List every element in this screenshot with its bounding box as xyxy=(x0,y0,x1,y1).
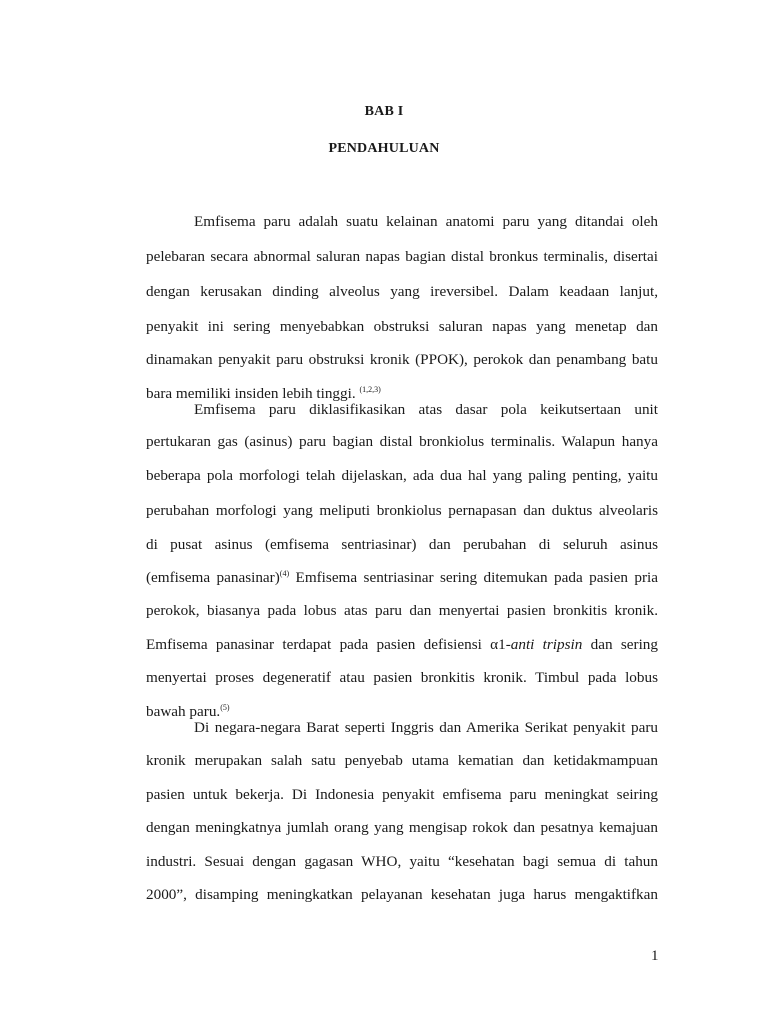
citation: (1,2,3) xyxy=(359,385,381,394)
italic-term: anti tripsin xyxy=(510,636,583,653)
text-line: menyertai proses degeneratif atau pasien bronkitis kronik. Timbul pada lobus xyxy=(146,669,658,686)
text-line xyxy=(146,568,658,588)
text-span: Emfisema panasinar terdapat pada pasien defisiensi α1- xyxy=(146,636,511,653)
text-line: pelebaran secara abnormal saluran napas bagian distal bronkus terminalis, disertai xyxy=(146,248,658,265)
text-span: bara memiliki insiden lebih tinggi. xyxy=(146,385,356,402)
chapter-heading: BAB I xyxy=(364,104,404,119)
text-line: kronik merupakan salah satu penyebab utama kematian dan ketidakmampuan xyxy=(146,752,658,769)
citation: (4) xyxy=(279,569,290,578)
text-line: pertukaran gas (asinus) paru bagian distal bronkiolus terminalis. Walapun hanya xyxy=(146,433,658,450)
text-line: beberapa pola morfologi telah dijelaskan, ada dua hal yang paling penting, yaitu xyxy=(146,467,658,484)
text-span: (emfisema panasinar) xyxy=(146,569,280,586)
text-line xyxy=(146,635,658,655)
text-line: industri. Sesuai dengan gagasan WHO, yaitu “kesehatan bagi semua di tahun xyxy=(146,853,658,870)
text-line: di pusat asinus (emfisema sentriasinar) dan perubahan di seluruh asinus xyxy=(146,536,658,553)
text-line: dengan meningkatnya jumlah orang yang mengisap rokok dan pesatnya kemajuan xyxy=(146,819,658,836)
text-line: Emfisema paru adalah suatu kelainan anatomi paru yang ditandai oleh xyxy=(194,213,658,230)
citation: (5) xyxy=(220,703,230,712)
text-line: Di negara-negara Barat seperti Inggris dan Amerika Serikat penyakit paru xyxy=(194,719,658,736)
text-line: penyakit ini sering menyebabkan obstruksi saluran napas yang menetap dan xyxy=(146,318,658,335)
text-line: 2000”, disamping meningkatkan pelayanan kesehatan juga harus mengaktifkan xyxy=(146,886,658,903)
text-span: dan sering xyxy=(582,636,658,653)
text-line: perokok, biasanya pada lobus atas paru dan menyertai pasien bronkitis kronik. xyxy=(146,602,658,619)
text-line: dinamakan penyakit paru obstruksi kronik (PPOK), perokok dan penambang batu xyxy=(146,351,658,368)
text-line: pasien untuk bekerja. Di Indonesia penyakit emfisema paru meningkat seiring xyxy=(146,786,658,803)
text-span: Emfisema sentriasinar sering ditemukan pada pasien pria xyxy=(289,569,659,586)
text-line: dengan kerusakan dinding alveolus yang ireversibel. Dalam keadaan lanjut, xyxy=(146,283,658,300)
chapter-title: PENDAHULUAN xyxy=(328,141,440,156)
text-line: perubahan morfologi yang meliputi bronkiolus pernapasan dan duktus alveolaris xyxy=(146,502,658,519)
page-number: 1 xyxy=(651,948,659,964)
text-line: Emfisema paru diklasifikasikan atas dasar pola keikutsertaan unit xyxy=(194,401,658,418)
text-span: bawah paru. xyxy=(146,703,221,720)
